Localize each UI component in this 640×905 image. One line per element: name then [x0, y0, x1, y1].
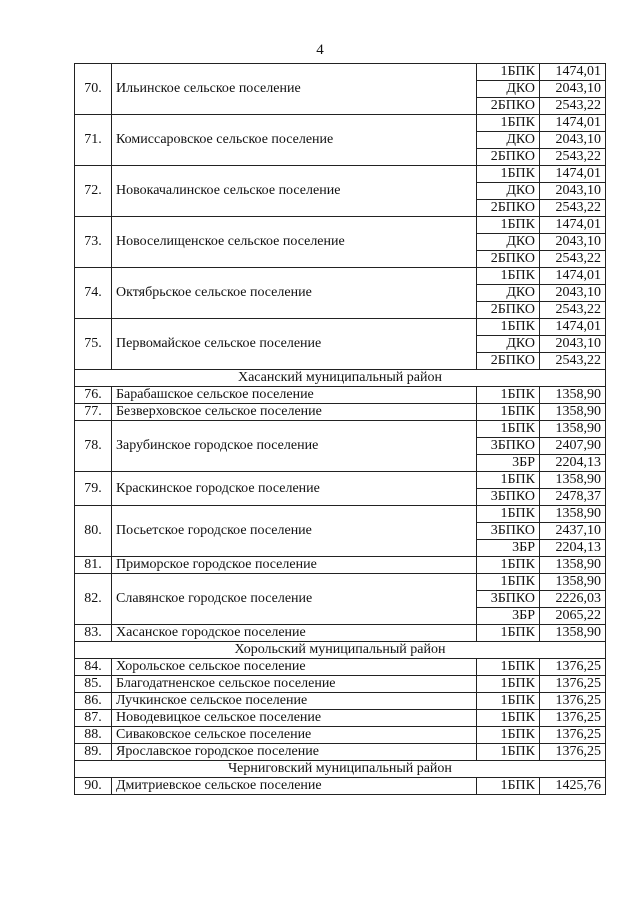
- table-row: [75, 166, 606, 183]
- tariff-code: ДКО: [477, 234, 540, 251]
- table-row: [75, 744, 606, 761]
- table-row: [75, 506, 606, 523]
- tariff-value: 2543,22: [540, 353, 606, 370]
- tariff-code: ДКО: [477, 132, 540, 149]
- tariff-value: 1474,01: [540, 217, 606, 234]
- tariff-code: 1БПК: [477, 387, 540, 404]
- district-name: Хасанский муниципальный район: [75, 370, 606, 387]
- row-number: 79.: [75, 472, 112, 506]
- row-number: 82.: [75, 574, 112, 625]
- tariff-code: ДКО: [477, 285, 540, 302]
- table-row: [75, 557, 606, 574]
- settlement-name: Лучкинское сельское поселение: [112, 693, 477, 710]
- tariff-table-body: [75, 64, 606, 795]
- tariff-value: 1376,25: [540, 727, 606, 744]
- tariff-code: 2БПКО: [477, 149, 540, 166]
- row-number: 85.: [75, 676, 112, 693]
- district-header-row: [75, 761, 606, 778]
- row-number: 81.: [75, 557, 112, 574]
- tariff-table: [74, 63, 606, 795]
- table-row: [75, 710, 606, 727]
- settlement-name: Сиваковское сельское поселение: [112, 727, 477, 744]
- tariff-code: 1БПК: [477, 659, 540, 676]
- table-row: [75, 472, 606, 489]
- table-row: [75, 676, 606, 693]
- tariff-value: 2543,22: [540, 302, 606, 319]
- tariff-value: 2226,03: [540, 591, 606, 608]
- row-number: 84.: [75, 659, 112, 676]
- settlement-name: Приморское городское поселение: [112, 557, 477, 574]
- tariff-code: 1БПК: [477, 319, 540, 336]
- tariff-value: 2204,13: [540, 540, 606, 557]
- tariff-code: 1БПК: [477, 64, 540, 81]
- tariff-code: 1БПК: [477, 744, 540, 761]
- tariff-code: 3БР: [477, 540, 540, 557]
- settlement-name: Зарубинское городское поселение: [112, 421, 477, 472]
- settlement-name: Комиссаровское сельское поселение: [112, 115, 477, 166]
- settlement-name: Ярославское городское поселение: [112, 744, 477, 761]
- tariff-code: ДКО: [477, 336, 540, 353]
- table-row: [75, 778, 606, 795]
- table-row: [75, 404, 606, 421]
- settlement-name: Хорольское сельское поселение: [112, 659, 477, 676]
- settlement-name: Новодевицкое сельское поселение: [112, 710, 477, 727]
- row-number: 70.: [75, 64, 112, 115]
- row-number: 86.: [75, 693, 112, 710]
- tariff-value: 1474,01: [540, 166, 606, 183]
- district-header-row: [75, 642, 606, 659]
- tariff-value: 1358,90: [540, 421, 606, 438]
- row-number: 87.: [75, 710, 112, 727]
- tariff-value: 2043,10: [540, 336, 606, 353]
- tariff-code: 1БПК: [477, 676, 540, 693]
- table-row: [75, 217, 606, 234]
- row-number: 83.: [75, 625, 112, 642]
- tariff-value: 2543,22: [540, 200, 606, 217]
- tariff-value: 1358,90: [540, 625, 606, 642]
- tariff-code: 1БПК: [477, 693, 540, 710]
- tariff-value: 2407,90: [540, 438, 606, 455]
- table-row: [75, 625, 606, 642]
- tariff-value: 1376,25: [540, 676, 606, 693]
- settlement-name: Краскинское городское поселение: [112, 472, 477, 506]
- row-number: 80.: [75, 506, 112, 557]
- tariff-code: 3БПКО: [477, 489, 540, 506]
- tariff-code: 1БПК: [477, 557, 540, 574]
- tariff-value: 2043,10: [540, 81, 606, 98]
- district-header-row: [75, 370, 606, 387]
- tariff-value: 1358,90: [540, 404, 606, 421]
- tariff-value: 1376,25: [540, 744, 606, 761]
- tariff-value: 1358,90: [540, 557, 606, 574]
- row-number: 77.: [75, 404, 112, 421]
- tariff-value: 1425,76: [540, 778, 606, 795]
- row-number: 74.: [75, 268, 112, 319]
- tariff-value: 2065,22: [540, 608, 606, 625]
- tariff-value: 1474,01: [540, 319, 606, 336]
- table-row: [75, 387, 606, 404]
- tariff-code: 3БПКО: [477, 523, 540, 540]
- page-number: 4: [316, 42, 324, 58]
- tariff-code: 1БПК: [477, 166, 540, 183]
- tariff-code: 2БПКО: [477, 251, 540, 268]
- row-number: 76.: [75, 387, 112, 404]
- tariff-value: 2437,10: [540, 523, 606, 540]
- tariff-value: 1376,25: [540, 710, 606, 727]
- table-row: [75, 421, 606, 438]
- tariff-code: 3БР: [477, 608, 540, 625]
- district-name: Хорольский муниципальный район: [75, 642, 606, 659]
- table-row: [75, 319, 606, 336]
- table-row: [75, 727, 606, 744]
- settlement-name: Хасанское городское поселение: [112, 625, 477, 642]
- tariff-value: 1358,90: [540, 574, 606, 591]
- tariff-code: 1БПК: [477, 625, 540, 642]
- tariff-code: 3БПКО: [477, 591, 540, 608]
- tariff-code: 2БПКО: [477, 353, 540, 370]
- tariff-code: 2БПКО: [477, 302, 540, 319]
- table-row: [75, 574, 606, 591]
- tariff-value: 1358,90: [540, 472, 606, 489]
- row-number: 88.: [75, 727, 112, 744]
- tariff-value: 1474,01: [540, 115, 606, 132]
- row-number: 75.: [75, 319, 112, 370]
- row-number: 90.: [75, 778, 112, 795]
- tariff-value: 1376,25: [540, 693, 606, 710]
- row-number: 71.: [75, 115, 112, 166]
- tariff-value: 2043,10: [540, 183, 606, 200]
- tariff-value: 1358,90: [540, 506, 606, 523]
- tariff-code: 1БПК: [477, 472, 540, 489]
- tariff-value: 2543,22: [540, 98, 606, 115]
- table-row: [75, 693, 606, 710]
- tariff-value: 2543,22: [540, 149, 606, 166]
- tariff-value: 2043,10: [540, 285, 606, 302]
- tariff-code: 1БПК: [477, 778, 540, 795]
- table-row: [75, 659, 606, 676]
- tariff-code: 1БПК: [477, 268, 540, 285]
- tariff-value: 1376,25: [540, 659, 606, 676]
- tariff-code: 1БПК: [477, 506, 540, 523]
- tariff-code: 1БПК: [477, 710, 540, 727]
- tariff-value: 1474,01: [540, 64, 606, 81]
- settlement-name: Ильинское сельское поселение: [112, 64, 477, 115]
- table-row: [75, 115, 606, 132]
- settlement-name: Благодатненское сельское поселение: [112, 676, 477, 693]
- settlement-name: Посьетское городское поселение: [112, 506, 477, 557]
- tariff-value: 1358,90: [540, 387, 606, 404]
- settlement-name: Новокачалинское сельское поселение: [112, 166, 477, 217]
- tariff-code: 2БПКО: [477, 98, 540, 115]
- tariff-code: 1БПК: [477, 727, 540, 744]
- tariff-value: 2043,10: [540, 234, 606, 251]
- settlement-name: Барабашское сельское поселение: [112, 387, 477, 404]
- settlement-name: Дмитриевское сельское поселение: [112, 778, 477, 795]
- tariff-code: 1БПК: [477, 404, 540, 421]
- tariff-code: ДКО: [477, 81, 540, 98]
- settlement-name: Первомайское сельское поселение: [112, 319, 477, 370]
- district-name: Черниговский муниципальный район: [75, 761, 606, 778]
- tariff-value: 1474,01: [540, 268, 606, 285]
- tariff-value: 2478,37: [540, 489, 606, 506]
- settlement-name: Безверховское сельское поселение: [112, 404, 477, 421]
- table-row: [75, 64, 606, 81]
- row-number: 89.: [75, 744, 112, 761]
- row-number: 78.: [75, 421, 112, 472]
- tariff-code: 1БПК: [477, 217, 540, 234]
- row-number: 73.: [75, 217, 112, 268]
- settlement-name: Новоселищенское сельское поселение: [112, 217, 477, 268]
- tariff-code: 3БР: [477, 455, 540, 472]
- tariff-value: 2204,13: [540, 455, 606, 472]
- tariff-code: 1БПК: [477, 421, 540, 438]
- settlement-name: Славянское городское поселение: [112, 574, 477, 625]
- tariff-value: 2043,10: [540, 132, 606, 149]
- tariff-code: ДКО: [477, 183, 540, 200]
- tariff-code: 3БПКО: [477, 438, 540, 455]
- table-row: [75, 268, 606, 285]
- tariff-code: 1БПК: [477, 115, 540, 132]
- settlement-name: Октябрьское сельское поселение: [112, 268, 477, 319]
- tariff-code: 2БПКО: [477, 200, 540, 217]
- tariff-code: 1БПК: [477, 574, 540, 591]
- row-number: 72.: [75, 166, 112, 217]
- tariff-value: 2543,22: [540, 251, 606, 268]
